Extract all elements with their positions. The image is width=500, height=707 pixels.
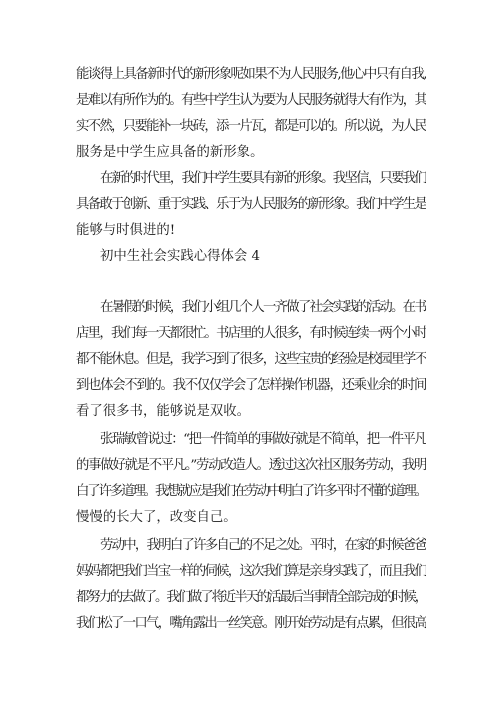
section-paragraph-2-line-3: 白了许多道理。我想就应是我们在劳动中明白了许多平时不懂的道理。 [76, 484, 426, 499]
paragraph-1-line-4: 服务是中学生应具备的新形象。 [76, 145, 264, 160]
section-paragraph-3-line-1: 劳动中，我明白了许多自己的不足之处。平时，在家的时候爸爸 [100, 538, 426, 553]
section-paragraph-1-line-2: 店里，我们每一天都很忙。书店里的人很多，有时候连续一两个小时 [76, 326, 426, 341]
section-paragraph-2-line-1: 张瑞敏曾说过：“把一件简单的事做好就是不简单，把一件平凡 [100, 432, 426, 447]
section-paragraph-3-line-2: 妈妈都把我们当宝一样的伺候，这次我们算是亲身实践了，而且我们 [76, 564, 426, 579]
paragraph-2-line-3: 能够与时俱进的! [76, 223, 176, 238]
paragraph-2-line-1: 在新的时代里，我们中学生要具有新的形象。我坚信，只要我们 [100, 171, 426, 186]
paragraph-2-line-2: 具备敢于创新、重于实践、乐于为人民服务的新形象。我们中学生是 [76, 197, 426, 212]
paragraph-1-line-1: 能谈得上具备新时代的新形象呢如果不为人民服务,他心中只有自我, [76, 67, 426, 82]
section-paragraph-1-line-3: 都不能休息。但是，我学习到了很多，这些宝贵的经验是校园里学不 [76, 352, 426, 367]
section-paragraph-1-line-5: 看了很多书，能够说是双收。 [76, 404, 251, 419]
section-paragraph-2-line-2: 的事做好就是不平凡。”劳动改造人。透过这次社区服务劳动，我明 [76, 458, 426, 473]
paragraph-1-line-3: 实不然，只要能补一块砖，添一片瓦，都是可以的。所以说，为人民 [76, 119, 426, 134]
section-paragraph-1-line-4: 到也体会不到的。我不仅仅学会了怎样操作机器，还乘业余的时间 [76, 378, 426, 393]
section-paragraph-3-line-3: 都努力的去做了。我们做了将近半天的活最后当事情全部完成的时候， [76, 590, 426, 605]
paragraph-1-line-2: 是难以有所作为的。有些中学生认为要为人民服务就得大有作为，其 [76, 93, 426, 108]
section-paragraph-2-line-4: 慢慢的长大了，改变自己。 [76, 510, 237, 525]
section-paragraph-3-line-4: 我们松了一口气，嘴角露出一丝笑意。刚开始劳动是有点累，但很高 [76, 616, 426, 631]
section-title: 初中生社会实践心得体会 4 [100, 249, 261, 264]
section-paragraph-1-line-1: 在暑假的时候，我们小组几个人一齐做了社会实践的活动。在书 [100, 300, 426, 315]
